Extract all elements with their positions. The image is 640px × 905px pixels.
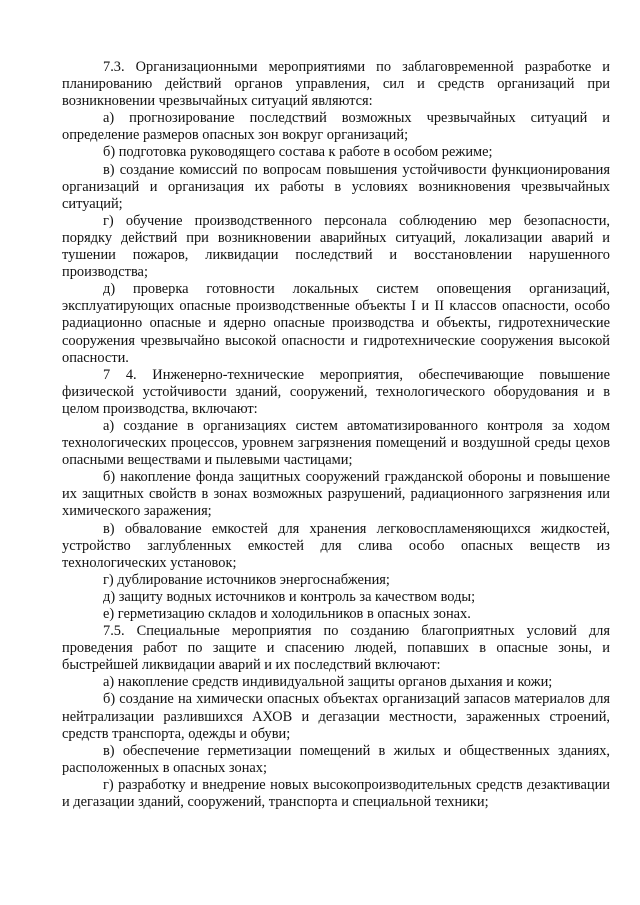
- document-body: [62, 59, 610, 811]
- list-item-7-3-v: в) создание комиссий по вопросам повышения устойчивости функционирования организаций и организация их работы в условиях возникновения чрезвычайных ситуаций;: [62, 161, 610, 212]
- list-item-7-5-a: а) накопление средств индивидуальной защиты органов дыхания и кожи;: [103, 674, 553, 691]
- list-item-7-3-b: б) подготовка руководящего состава к работе в особом режиме;: [103, 144, 493, 161]
- list-item-7-4-b: б) накопление фонда защитных сооружений гражданской обороны и повышение их защитных свойств в зонах возможных разрушений, радиационного загрязнения или химического заражения;: [62, 469, 610, 520]
- section-7-4-intro: 7 4. Инженерно-технические мероприятия, обеспечивающие повышение физической устойчивости зданий, сооружений, технологического оборудования и в целом производства, включают:: [62, 366, 610, 417]
- list-item-7-5-g: г) разработку и внедрение новых высокопроизводительных средств дезактивации и дегазации зданий, сооружений, транспорта и специальной техники;: [62, 776, 610, 811]
- list-item-7-4-v: в) обвалование емкостей для хранения легковоспламеняющихся жидкостей, устройство заглубленных емкостей для слива особо опасных веществ из технологических установок;: [62, 520, 610, 571]
- section-7-5-intro: 7.5. Специальные мероприятия по созданию благоприятных условий для проведения работ по защите и спасению людей, попавших в опасные зоны, и быстрейшей ликвидации аварий и их последствий включают:: [62, 623, 610, 674]
- list-item-7-3-g: г) обучение производственного персонала соблюдению мер безопасности, порядку действий при возникновении аварийных ситуаций, локализации аварий и тушении пожаров, ликвидации последствий и восстановлении нарушенного производства;: [62, 212, 610, 281]
- list-item-7-5-b: б) создание на химически опасных объектах организаций запасов материалов для нейтрализации разлившихся АХОВ и дегазации местности, зараженных строений, средств транспорта, одежды и обуви;: [62, 691, 610, 742]
- list-item-7-4-d: д) защиту водных источников и контроль за качеством воды;: [103, 588, 476, 605]
- list-item-7-4-a: а) создание в организациях систем автоматизированного контроля за ходом технологических процессов, уровнем загрязнения помещений и воздушной среды цехов опасными веществами и пылевыми частицами;: [62, 417, 610, 469]
- list-item-7-5-v: в) обеспечение герметизации помещений в жилых и общественных зданиях, расположенных в опасных зонах;: [62, 742, 610, 776]
- list-item-7-3-a: а) прогнозирование последствий возможных чрезвычайных ситуаций и определение размеров опасных зон вокруг организаций;: [62, 110, 610, 144]
- list-item-7-4-g: г) дублирование источников энергоснабжения;: [103, 571, 390, 588]
- list-item-7-3-d: д) проверка готовности локальных систем оповещения организаций, эксплуатирующих опасные производственные объекты I и II классов опасности, особо радиационно опасные и ядерно опасные производства и объекты, гидротехнические сооружения чрезвычайно высокой опасности и гидротехнические сооружения высокой опасности.: [62, 281, 610, 366]
- list-item-7-4-e: е) герметизацию складов и холодильников в опасных зонах.: [103, 606, 471, 622]
- section-7-3-intro: 7.3. Организационными мероприятиями по заблаговременной разработке и планированию действий органов управления, сил и средств организаций при возникновении чрезвычайных ситуаций являются:: [62, 59, 610, 110]
